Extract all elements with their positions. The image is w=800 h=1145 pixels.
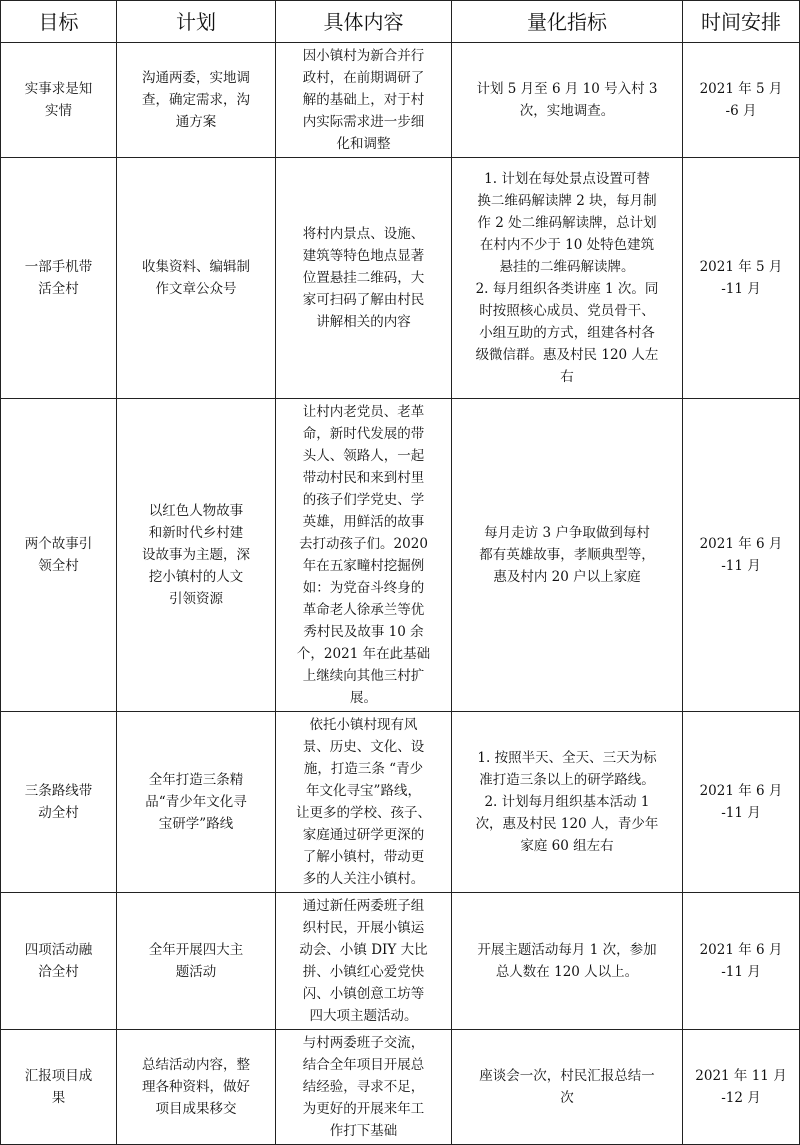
goal-cell	[1, 399, 117, 712]
goal-text: 一部手机带 活全村	[24, 259, 93, 297]
metric-text: 1. 计划在每处景点设置可替 换二维码解读牌 2 块，每月制 作 2 处二维码解读牌，总计划 在村内不少于 10 处特色建筑 悬挂的二维码解读牌。 2. 每月组织各类讲座 1 次。同 时按照核心成员、党员骨干、 小组互助的方式，组建各村各 级微信群。惠及村民 120 人左 右	[475, 171, 659, 385]
content-text: 通过新任两委班子组 织村民，开展小镇运 动会、小镇 DIY 大比 拼、小镇红心爱党快 闪、小镇创意工坊等 四大项主题活动。	[299, 898, 428, 1024]
plan-cell	[117, 158, 276, 399]
metric-cell	[452, 712, 683, 893]
content-text: 与村两委班子交流， 结合全年项目开展总 结经验，寻求不足， 为更好的开展来年工 作打下基础	[302, 1035, 425, 1139]
goal-cell	[1, 43, 117, 158]
time-cell	[683, 1030, 800, 1145]
header-time: 时间安排	[683, 1, 800, 43]
metric-text: 计划 5 月至 6 月 10 号入村 3 次，实地调查。	[476, 81, 658, 119]
header-plan: 计划	[117, 1, 276, 43]
time-text: 2021 年 6 月 -11 月	[699, 942, 783, 980]
metric-cell	[452, 893, 683, 1030]
goal-text: 三条路线带 动全村	[24, 783, 93, 821]
time-cell	[683, 43, 800, 158]
time-text: 2021 年 5 月 -6 月	[699, 81, 783, 119]
header-content: 具体内容	[276, 1, 452, 43]
time-cell	[683, 399, 800, 712]
table-row	[1, 1030, 800, 1145]
time-text: 2021 年 6 月 -11 月	[699, 536, 783, 574]
plan-cell	[117, 712, 276, 893]
plan-cell	[117, 893, 276, 1030]
goal-text: 两个故事引 领全村	[24, 536, 93, 574]
plan-text: 全年打造三条精 品“青少年文化寻 宝研学”路线	[145, 772, 247, 832]
content-cell	[276, 43, 452, 158]
metric-cell	[452, 43, 683, 158]
table-row	[1, 43, 800, 158]
header-row	[1, 1, 800, 43]
metric-text: 座谈会一次，村民汇报总结一 次	[479, 1068, 655, 1106]
metric-text: 开展主题活动每月 1 次，参加 总人数在 120 人以上。	[477, 942, 657, 980]
goal-cell	[1, 158, 117, 399]
table-row	[1, 399, 800, 712]
plan-text: 总结活动内容，整 理各种资料，做好 项目成果移交	[142, 1057, 250, 1117]
metric-cell	[452, 399, 683, 712]
plan-text: 以红色人物故事 和新时代乡村建 设故事为主题，深 挖小镇村的人文 引领资源	[142, 503, 250, 607]
goal-text: 汇报项目成 果	[24, 1068, 93, 1106]
time-text: 2021 年 6 月 -11 月	[699, 783, 783, 821]
content-text: 依托小镇村现有风 景、历史、文化、设 施，打造三条 “青少 年文化寻宝”路线， 让更多的学校、孩子、 家庭通过研学更深的 了解小镇村，带动更 多的人关注小镇村。	[296, 717, 431, 887]
goal-cell	[1, 893, 117, 1030]
time-cell	[683, 893, 800, 1030]
table-row	[1, 893, 800, 1030]
goal-text: 四项活动融 洽全村	[24, 942, 93, 980]
header-goal: 目标	[1, 1, 117, 43]
table-row	[1, 712, 800, 893]
goal-cell	[1, 1030, 117, 1145]
header-metric: 量化指标	[452, 1, 683, 43]
metric-cell	[452, 1030, 683, 1145]
time-cell	[683, 712, 800, 893]
time-text: 2021 年 11 月 -12 月	[695, 1068, 787, 1106]
plan-text: 全年开展四大主 题活动	[148, 942, 244, 980]
plan-cell	[117, 1030, 276, 1145]
goal-cell	[1, 712, 117, 893]
content-text: 将村内景点、设施、 建筑等特色地点显著 位置悬挂二维码，大 家可扫码了解由村民 讲解相关的内容	[302, 226, 425, 330]
content-cell	[276, 712, 452, 893]
plan-cell	[117, 399, 276, 712]
table-row	[1, 158, 800, 399]
content-cell	[276, 893, 452, 1030]
plan-text: 沟通两委，实地调 查，确定需求，沟 通方案	[142, 70, 250, 130]
goal-text: 实事求是知 实情	[24, 81, 93, 119]
content-cell	[276, 1030, 452, 1145]
metric-text: 1. 按照半天、全天、三天为标 准打造三条以上的研学路线。 2. 计划每月组织基本活动 1 次，惠及村民 120 人，青少年 家庭 60 组左右	[475, 750, 659, 854]
metric-text: 每月走访 3 户争取做到每村 都有英雄故事，孝顺典型等， 惠及村内 20 户以上家庭	[479, 525, 655, 585]
content-cell	[276, 158, 452, 399]
time-cell	[683, 158, 800, 399]
metric-cell	[452, 158, 683, 399]
content-cell	[276, 399, 452, 712]
time-text: 2021 年 5 月 -11 月	[699, 259, 783, 297]
plan-cell	[117, 43, 276, 158]
plan-text: 收集资料、编辑制 作文章公众号	[142, 259, 250, 297]
content-text: 让村内老党员、老革 命，新时代发展的带 头人、领路人，一起 带动村民和来到村里 的孩子们学党史、学 英雄，用鲜活的故事 去打动孩子们。2020 年在五家疃村挖掘例 如：为党奋斗终身的 革命老人徐承兰等优 秀村民及故事 10 余 个，2021 年在此基础 上继续向其他三村扩 展。	[296, 404, 431, 706]
content-text: 因小镇村为新合并行 政村，在前期调研了 解的基础上，对于村 内实际需求进一步细 化和调整	[302, 48, 425, 152]
